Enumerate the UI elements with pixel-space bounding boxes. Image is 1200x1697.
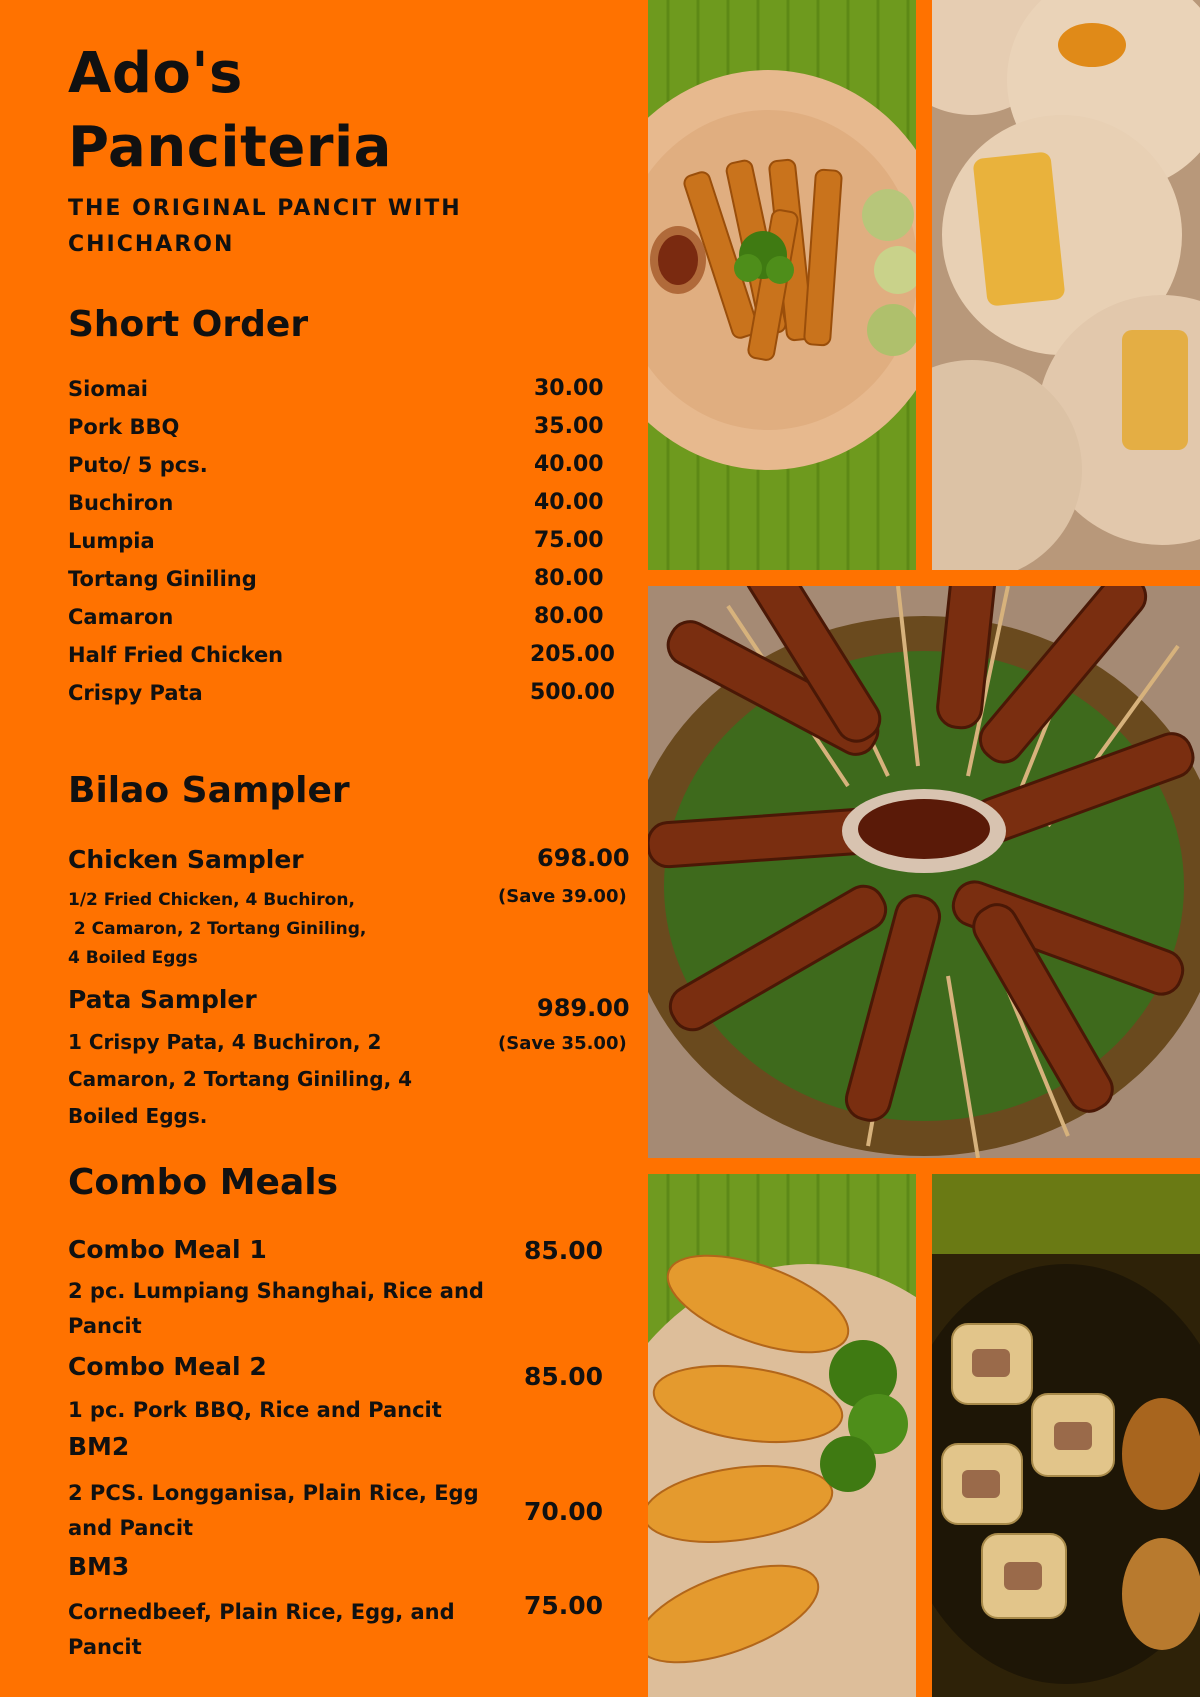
item-price: 500.00 [530,680,615,705]
menu-row [68,484,628,522]
desc-line: 1 Crispy Pata, 4 Buchiron, 2 [68,1030,382,1054]
combo-meal-1-name: Combo Meal 1 [68,1235,267,1264]
desc-line: Camaron, 2 Tortang Giniling, 4 [68,1067,413,1091]
menu-row [68,522,628,560]
tagline-line1: THE ORIGINAL PANCIT WITH [68,196,462,221]
desc-line: 1 pc. Pork BBQ, Rice and Pancit [68,1398,442,1422]
desc-line: 2 PCS. Longganisa, Plain Rice, Egg [68,1481,479,1505]
menu-row [68,408,628,446]
bm3-name: BM3 [68,1552,130,1581]
bm2-desc [68,1476,479,1546]
menu-row [68,636,628,674]
short-order-list [68,370,628,712]
bm3-price: 75.00 [524,1591,604,1620]
combo-meals-heading: Combo Meals [68,1162,338,1203]
item-name: Crispy Pata [68,681,203,705]
item-price: 40.00 [534,490,604,515]
item-price: 30.00 [534,376,604,401]
bm2-price: 70.00 [524,1497,604,1526]
item-price: 75.00 [534,528,604,553]
combo-meal-2-name: Combo Meal 2 [68,1352,267,1381]
desc-line: 1/2 Fried Chicken, 4 Buchiron, [68,890,355,910]
restaurant-name-line2: Panciteria [68,115,392,180]
chicken-sampler-savings: (Save 39.00) [498,886,627,907]
item-name: Buchiron [68,491,174,515]
combo-meal-2-desc [68,1393,442,1428]
camaron-photo [648,1174,916,1697]
desc-line: Cornedbeef, Plain Rice, Egg, and [68,1600,455,1624]
puto-photo [932,0,1200,570]
item-price: 80.00 [534,604,604,629]
menu-row [68,674,628,712]
menu-row [68,598,628,636]
siomai-photo [932,1174,1200,1697]
item-price: 40.00 [534,452,604,477]
desc-line: 2 pc. Lumpiang Shanghai, Rice and [68,1279,484,1303]
combo-meal-1-desc [68,1274,484,1344]
item-name: Lumpia [68,529,155,553]
desc-line: Pancit [68,1635,142,1659]
bm3-desc [68,1595,455,1665]
item-name: Half Fried Chicken [68,643,284,667]
pata-sampler-price: 989.00 [537,994,630,1022]
short-order-heading: Short Order [68,304,309,345]
item-price: 205.00 [530,642,615,667]
bm2-name: BM2 [68,1432,130,1461]
lumpia-plate-photo [648,0,916,570]
chicken-sampler-desc [68,886,366,973]
desc-line: Pancit [68,1314,142,1338]
tagline-line2: CHICHARON [68,232,235,257]
desc-line: 4 Boiled Eggs [68,948,198,968]
bilao-sampler-heading: Bilao Sampler [68,770,350,811]
item-price: 35.00 [534,414,604,439]
pork-bbq-platter-photo [648,586,1200,1158]
menu-row [68,370,628,408]
pata-sampler-name: Pata Sampler [68,985,257,1014]
item-name: Pork BBQ [68,415,180,439]
menu-row [68,446,628,484]
menu-row [68,560,628,598]
combo-meal-1-price: 85.00 [524,1236,604,1265]
pata-sampler-desc [68,1024,412,1135]
desc-line: Boiled Eggs. [68,1104,208,1128]
restaurant-name-line1: Ado's [68,41,243,106]
combo-meal-2-price: 85.00 [524,1362,604,1391]
desc-line: and Pancit [68,1516,194,1540]
pata-sampler-savings: (Save 35.00) [498,1033,627,1054]
chicken-sampler-name: Chicken Sampler [68,845,304,874]
item-price: 80.00 [534,566,604,591]
item-name: Tortang Giniling [68,567,257,591]
item-name: Siomai [68,377,149,401]
chicken-sampler-price: 698.00 [537,844,630,872]
desc-line: 2 Camaron, 2 Tortang Giniling, [68,919,367,939]
item-name: Camaron [68,605,174,629]
item-name: Puto/ 5 pcs. [68,453,208,477]
